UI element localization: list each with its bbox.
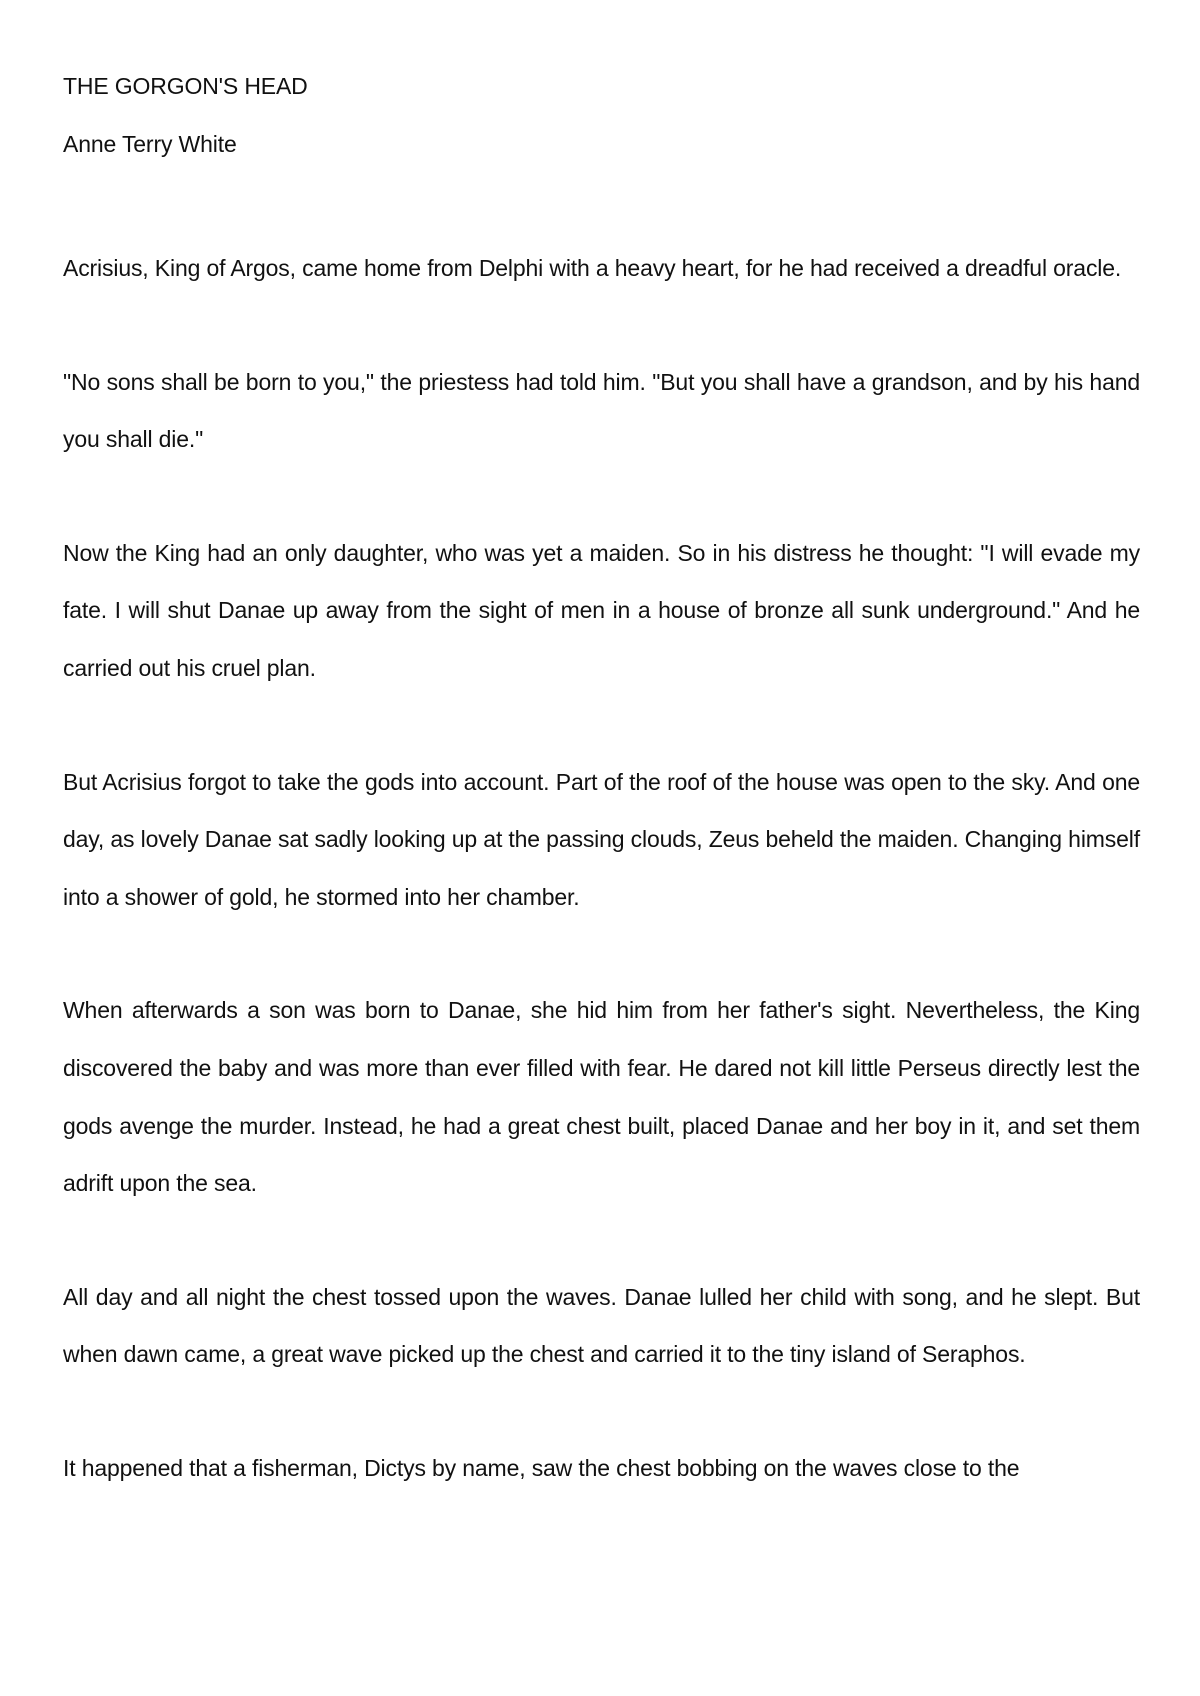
paragraph-6: All day and all night the chest tossed upon the waves. Danae lulled her child with song, and he slept. But when dawn came, a great wave picked up the chest and carried it to the tiny island of Seraphos. [63, 1283, 1140, 1368]
paragraph-2: "No sons shall be born to you," the priestess had told him. "But you shall have a grandson, and by his hand you shall die." [63, 368, 1140, 453]
document-body [63, 240, 1140, 1554]
paragraph-4: But Acrisius forgot to take the gods into account. Part of the roof of the house was open to the sky. And one day, as lovely Danae sat sadly looking up at the passing clouds, Zeus beheld the maiden. Changing himself into a shower of gold, he stormed into her chamber. [63, 768, 1140, 910]
document-title: THE GORGON'S HEAD [63, 73, 308, 99]
paragraph-7: It happened that a fisherman, Dictys by name, saw the chest bobbing on the waves close to the [63, 1454, 1020, 1481]
paragraph-5: When afterwards a son was born to Danae, she hid him from her father's sight. Nevertheless, the King discovered the baby and was more than ever filled with fear. He dared not kill little Perseus directly lest the gods avenge the murder. Instead, he had a great chest built, placed Danae and her boy in it, and set them adrift upon the sea. [63, 997, 1140, 1197]
paragraph-1: Acrisius, King of Argos, came home from Delphi with a heavy heart, for he had received a dreadful oracle. [63, 255, 1122, 281]
paragraph-3: Now the King had an only daughter, who was yet a maiden. So in his distress he thought: "I will evade my fate. I will shut Danae up away from the sight of men in a house of bronze all sunk underground." And he carried out his cruel plan. [63, 539, 1140, 681]
document-author: Anne Terry White [63, 131, 237, 157]
